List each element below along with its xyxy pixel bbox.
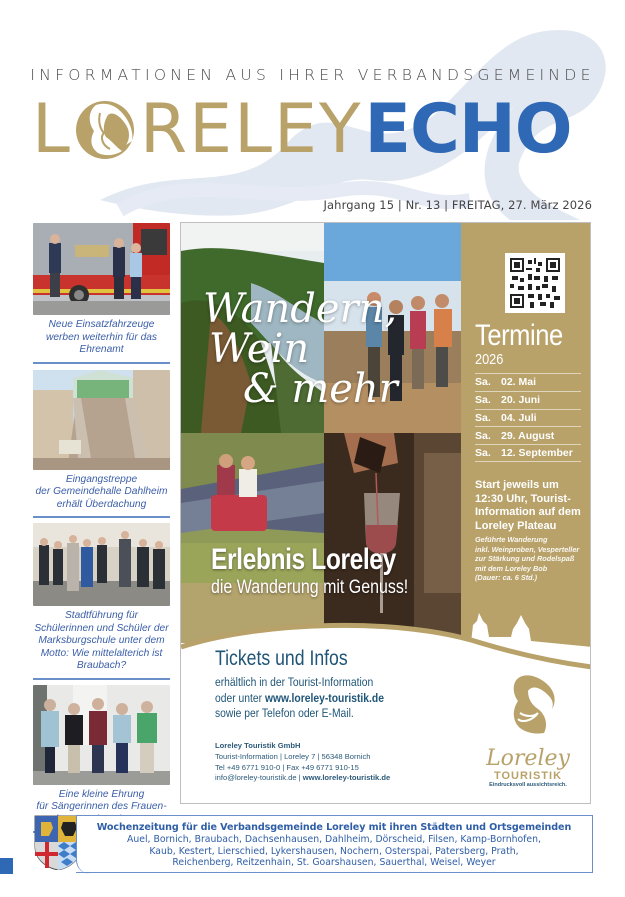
logo-letter-l: L: [32, 90, 72, 169]
divider: [33, 516, 170, 518]
story-caption[interactable]: Eingangstreppe der Gemeindehalle Dahlheim erhält Überdachung: [35, 473, 168, 510]
loreley-figure-icon: [498, 673, 558, 741]
logo-text-reley: RELEY: [139, 90, 363, 169]
gold-wave-divider: [181, 603, 591, 683]
news-column: [33, 223, 170, 833]
ad-title: Erlebnis Loreley: [211, 543, 396, 576]
divider: [33, 678, 170, 680]
story-fire-vehicles[interactable]: [33, 223, 170, 364]
website-link[interactable]: www.loreley-touristik.de: [302, 773, 391, 783]
website-link[interactable]: www.loreley-touristik.de: [264, 690, 384, 705]
story-caption[interactable]: Stadtführung für Schülerinnen und Schüler der Marksburgschule unter dem Motto: Wie mittelalterich ist Braubach?: [34, 610, 169, 671]
loreley-mermaid-icon: [76, 101, 134, 159]
footer-title: Wochenzeitung für die Verbandsgemeinde Loreley mit ihren Städten und Ortsgemeinden: [96, 822, 572, 833]
footer-places: Auel, Bornich, Braubach, Dachsenhausen, Dahlheim, Dörscheid, Filsen, Kamp-Bornhofen, Kaub, Kestert, Lierschied, Lykershausen, Nochern, Osterspai, Patersberg, Prath, Reichenberg, Reitzenhain, St. Goarshausen, Sauerthal, Weisel, Weyer: [126, 834, 542, 869]
ad-headline-script: Wandern, Wein & mehr: [203, 286, 398, 412]
page-marker: [0, 858, 13, 874]
email-link[interactable]: info@loreley-touristik.de |: [215, 773, 303, 783]
ad-subtitle: die Wanderung mit Genuss!: [211, 577, 409, 598]
brand-slogan: Eindrucksvoll aussichtsreich.: [489, 782, 567, 788]
story-choir-honor[interactable]: [33, 685, 170, 834]
start-info: Start jeweils um 12:30 Uhr, Tourist- Information auf dem Loreley Plateau: [475, 479, 581, 532]
ad-photo-collage: [181, 223, 461, 643]
date-row: Sa. 20. Juni: [475, 391, 581, 409]
date-row: Sa. 02. Mai: [475, 373, 581, 391]
date-row: Sa. 29. August: [475, 426, 581, 444]
tour-details: Geführte Wanderung inkl. Weinproben, Vesperteller zur Stärkung und Rodelspaß mit dem Loreley Bob (Dauer: ca. 6 Std.): [475, 535, 580, 582]
issue-info: Jahrgang 15 | Nr. 13 | FREITAG, 27. März 2026: [323, 198, 592, 212]
qr-code[interactable]: [505, 253, 565, 313]
contact-block: Loreley Touristik GmbH Tourist-Information | Loreley 7 | 56348 Bornich Tel +49 6771 910-0 | Fax +49 6771 910-15 info@loreley-touristik.de | www.loreley-touristik.de: [215, 741, 391, 783]
story-photo-tour-group[interactable]: [33, 523, 170, 606]
termine-title: Termine: [475, 319, 563, 352]
logo-text-echo: ECHO: [364, 90, 572, 169]
story-photo-firefighters[interactable]: [33, 223, 170, 315]
date-row: Sa. 04. Juli: [475, 409, 581, 427]
termine-panel: [461, 223, 591, 663]
story-photo-choir[interactable]: [33, 685, 170, 785]
tickets-info: erhältlich in der Tourist-Information oder unter www.loreley-touristik.de sowie per Telefon oder E-Mail.: [215, 675, 384, 720]
story-stairs-dahlheim[interactable]: [33, 370, 170, 519]
brand-name: TOURISTIK: [493, 770, 563, 782]
story-caption[interactable]: Neue Einsatzfahrzeuge werben weiterhin für das Ehrenamt: [46, 319, 157, 355]
footer-info-box: [76, 815, 593, 873]
masthead-tagline: INFORMATIONEN AUS IHRER VERBANDSGEMEINDE: [30, 66, 595, 84]
qr-code-icon: [510, 258, 560, 308]
date-row: Sa. 12. September: [475, 444, 581, 462]
story-city-tour[interactable]: [33, 523, 170, 680]
loreley-touristik-logo: [473, 673, 583, 793]
termine-date-list: [475, 373, 581, 462]
divider: [33, 362, 170, 364]
loreley-echo-logo: [32, 90, 572, 169]
loreley-touristik-ad[interactable]: [180, 222, 591, 804]
termine-year: 2026: [475, 351, 504, 368]
story-caption[interactable]: Eine kleine Ehrung für Sängerinnen des Frauen-: [36, 788, 167, 812]
story-photo-stairs[interactable]: [33, 370, 170, 470]
brand-script: Loreley: [486, 746, 570, 771]
tickets-title: Tickets und Infos: [215, 647, 348, 670]
